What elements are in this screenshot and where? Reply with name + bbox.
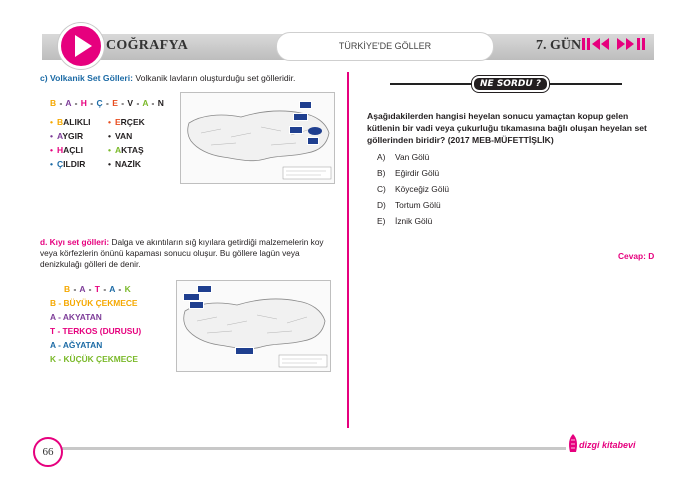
map-label-marker	[183, 293, 200, 301]
page-number: 66	[33, 437, 63, 467]
subject-title: COĞRAFYA	[106, 38, 188, 53]
coastal-lake-item: A - AKYATAN	[50, 312, 102, 322]
option-e	[377, 216, 449, 232]
lake-initial: H	[57, 145, 64, 155]
lake-rest: AN	[120, 131, 133, 141]
bullet-icon: •	[50, 145, 53, 155]
lake-rest: AÇLI	[63, 145, 83, 155]
forward-icon	[615, 37, 645, 51]
lake-rest: ILDIR	[63, 159, 86, 169]
option-text: İznik Gölü	[395, 216, 433, 226]
section-d-intro	[40, 237, 340, 270]
acrostic-letter: A	[65, 98, 72, 108]
option-text: Eğirdir Gölü	[395, 168, 440, 178]
answer-label: Cevap: D	[618, 251, 655, 261]
lake-item	[50, 145, 91, 159]
acrostic-letter: N	[157, 98, 165, 108]
acrostic-letter: B	[50, 98, 57, 108]
acrostic-letter: A	[142, 98, 149, 108]
column-divider	[347, 72, 349, 428]
lake-item	[50, 117, 91, 131]
section-c-text: Volkanik lavların oluşturduğu set gölleridir.	[132, 73, 296, 83]
lake-initial: B	[57, 117, 64, 127]
volcanic-lakes-left	[50, 117, 91, 173]
acrostic-bahcevan	[50, 98, 164, 108]
acrostic-letter: B	[64, 284, 71, 294]
question-text: Aşağıdakilerden hangisi heyelan sonucu yamaçtan kopup gelen kütlenin bir vadi veya çukurluğu tıkamasına bağlı oluşan heyelan set göllerinden biridir? (2017 MEB-MÜFETTİŞLİK)	[367, 111, 647, 145]
footer-line	[58, 447, 566, 450]
acrostic-separator: -	[103, 98, 113, 108]
lake-initial: Ç	[57, 159, 64, 169]
coastal-lake-item: K - KÜÇÜK ÇEKMECE	[50, 354, 138, 364]
option-d	[377, 200, 449, 216]
lake-rest: RÇEK	[120, 117, 145, 127]
play-icon	[58, 23, 104, 69]
map-label-marker	[189, 301, 204, 309]
lake-initial: N	[115, 159, 122, 169]
option-b	[377, 168, 449, 184]
lake-rest: ALIKLI	[63, 117, 91, 127]
option-c	[377, 184, 449, 200]
publisher-logo-icon	[566, 432, 580, 454]
acrostic-letter: A	[109, 284, 116, 294]
option-letter: C)	[377, 184, 386, 194]
option-a	[377, 152, 449, 168]
coastal-lake-item: B - BÜYÜK ÇEKMECE	[50, 298, 138, 308]
lake-item	[108, 145, 145, 159]
bullet-icon: •	[50, 131, 53, 141]
acrostic-separator: -	[71, 98, 81, 108]
lake-rest: YGIR	[62, 131, 84, 141]
option-text: Tortum Gölü	[395, 200, 441, 210]
acrostic-letter: V	[127, 98, 134, 108]
lake-rest: AZİK	[121, 159, 141, 169]
acrostic-separator: -	[87, 98, 97, 108]
bullet-icon: •	[108, 117, 111, 127]
map-label-marker	[307, 137, 319, 145]
section-c-intro	[40, 73, 295, 83]
media-controls	[582, 37, 645, 53]
section-d-title: d. Kıyı set gölleri:	[40, 237, 110, 247]
acrostic-separator: -	[115, 284, 125, 294]
bullet-icon: •	[108, 159, 111, 169]
rewind-icon	[582, 37, 612, 51]
coastal-lake-item: T - TERKOS (DURUSU)	[50, 326, 142, 336]
lake-item	[108, 159, 145, 173]
acrostic-letter: H	[80, 98, 88, 108]
map-label-marker	[289, 126, 303, 134]
turkey-map-coastal	[176, 280, 331, 372]
publisher-name: dizgi kitabevi	[579, 440, 636, 450]
acrostic-letter: K	[124, 284, 132, 294]
acrostic-letter: A	[79, 284, 86, 294]
option-text: Köyceğiz Gölü	[395, 184, 449, 194]
map-label-marker	[299, 101, 312, 109]
acrostic-letter: Ç	[96, 98, 104, 108]
volcanic-lakes-right	[108, 117, 145, 173]
coastal-lake-item: A - AĞYATAN	[50, 340, 103, 350]
section-c-title: c) Volkanik Set Gölleri:	[40, 73, 133, 83]
lake-initial: V	[115, 131, 121, 141]
answer-options	[377, 152, 449, 232]
day-label: 7. GÜN	[536, 38, 582, 53]
section-d-text: Dalga ve akıntıların sığ kıyılara getirdiği malzemelerin koy veya körfezlerin önünü kapaması sonucu oluşur. Bu göllere lagün veya denizkulağı gölleri de denir.	[40, 237, 324, 269]
lake-initial: E	[115, 117, 121, 127]
acrostic-separator: -	[85, 284, 95, 294]
bullet-icon: •	[108, 131, 111, 141]
lake-item	[50, 159, 91, 173]
bullet-icon: •	[108, 145, 111, 155]
map-label-marker	[235, 347, 254, 355]
map-label-marker	[197, 285, 212, 293]
lake-item	[50, 131, 91, 145]
acrostic-separator: -	[100, 284, 110, 294]
lake-rest: KTAŞ	[121, 145, 144, 155]
map-label-marker	[293, 113, 308, 121]
lake-item	[108, 131, 145, 145]
acrostic-separator: -	[56, 98, 66, 108]
option-letter: D)	[377, 200, 386, 210]
acrostic-letter: E	[112, 98, 119, 108]
bullet-icon: •	[50, 159, 53, 169]
turkey-map-volcanic	[180, 92, 335, 184]
bullet-icon: •	[50, 117, 53, 127]
option-letter: B)	[377, 168, 386, 178]
option-text: Van Gölü	[395, 152, 430, 162]
lake-item	[108, 117, 145, 131]
coastal-lakes-list	[50, 298, 141, 368]
option-letter: E)	[377, 216, 386, 226]
acrostic-separator: -	[118, 98, 128, 108]
acrostic-separator: -	[148, 98, 158, 108]
acrostic-separator: -	[133, 98, 143, 108]
lake-initial: A	[115, 145, 122, 155]
acrostic-batak	[64, 284, 131, 294]
acrostic-separator: -	[70, 284, 80, 294]
option-letter: A)	[377, 152, 386, 162]
acrostic-letter: T	[94, 284, 101, 294]
ne-sordu-badge: NE SORDU ?	[472, 76, 549, 92]
topic-title: TÜRKİYE'DE GÖLLER	[276, 32, 494, 61]
lake-initial: A	[57, 131, 63, 141]
